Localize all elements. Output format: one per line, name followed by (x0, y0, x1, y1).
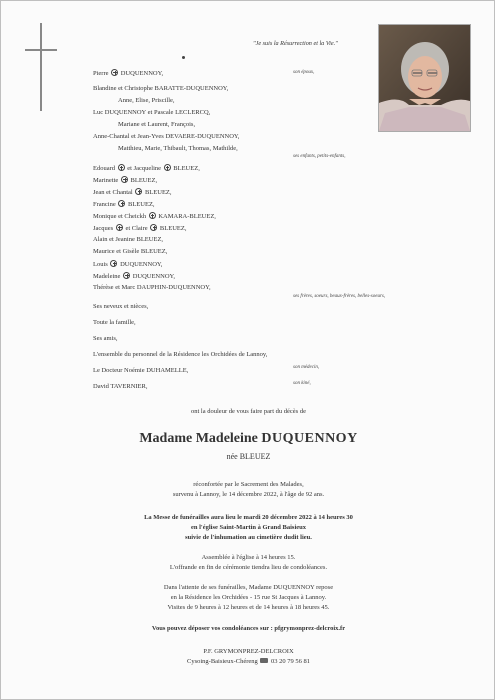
family-line (93, 85, 228, 92)
deceased-prefix: Madame Madeleine (139, 431, 262, 446)
circled-cross-icon (150, 224, 157, 231)
family-line (118, 121, 195, 128)
family-text: Marinette (93, 177, 120, 184)
family-text: Francine (93, 201, 118, 208)
family-line (93, 367, 188, 374)
family-line (93, 236, 163, 243)
family-line (93, 164, 200, 172)
family-line (118, 97, 175, 104)
circumstance-line: survenu à Lannoy, le 14 décembre 2022, à l'âge de 92 ans. (172, 491, 325, 498)
family-text: Pierre (93, 70, 111, 77)
family-text: L'ensemble du personnel de la Résidence les Orchidées de Lannoy, (93, 351, 268, 358)
circled-cross-icon (135, 188, 142, 195)
family-text: Jacques (93, 225, 115, 232)
family-line (93, 69, 163, 77)
gathering-line: L'offrande en fin de cérémonie tiendra lieu de condoléances. (169, 564, 328, 571)
family-line (93, 176, 157, 184)
condolences-text: Vous pouvez déposer vos condoléances sur : pfgrymonprez-delcroix.fr (151, 625, 346, 632)
family-text: Le Docteur Noémie DUHAMELLE, (93, 367, 189, 374)
cross-icon-bar (25, 49, 57, 51)
quote: "Je suis la Résurrection et la Vie." (253, 40, 338, 47)
circled-cross-icon (149, 212, 156, 219)
family-line (93, 319, 136, 326)
family-text: Matthieu, Marie, Thibault, Thomas, Mathilde, (118, 145, 238, 152)
circled-cross-icon (116, 224, 123, 231)
family-text: Toute la famille, (93, 319, 136, 326)
family-line (93, 284, 211, 291)
relation-physio: son kiné, (293, 381, 311, 386)
family-line (93, 260, 162, 268)
circumstance-line: réconfortée par le Sacrement des Malades, (193, 481, 304, 488)
family-text: BLEUEZ, (126, 201, 155, 208)
funeral-line: en l'église Saint-Martin à Grand Baisieux (190, 524, 307, 531)
family-text: Ses neveux et nièces, (93, 303, 149, 310)
maiden-name: née BLEUEZ (226, 452, 271, 461)
circled-cross-icon (118, 164, 125, 171)
circled-cross-icon (111, 69, 118, 76)
circled-cross-icon (118, 200, 125, 207)
rest-line: Visites de 9 heures à 12 heures et de 14 heures à 18 heures 45. (167, 604, 330, 611)
family-text: KAMARA-BLEUEZ, (156, 213, 216, 220)
family-text: BLEUEZ, (128, 177, 158, 184)
funeral-home-contact (1, 658, 495, 665)
family-line (93, 224, 186, 232)
rest-line: Dans l'attente de ses funérailles, Madame DUQUENNOY repose (163, 584, 334, 591)
relation-children: ses enfants, petits-enfants, (293, 154, 346, 159)
rest-line: en la Résidence les Orchidées - 15 rue St Jacques à Lannoy. (170, 594, 327, 601)
family-text: Thérèse et Marc DAUPHIN-DUQUENNOY, (93, 284, 211, 291)
family-text: David TAVERNIER, (93, 383, 148, 390)
family-line (118, 145, 238, 152)
family-text: Monique et Cheickh (93, 213, 148, 220)
deceased-name (1, 431, 495, 447)
gathering-line: Assemblée à l'église à 14 heures 15. (201, 554, 296, 561)
family-text: BLEUEZ, (158, 225, 187, 232)
family-line (93, 272, 175, 280)
family-line (93, 248, 167, 255)
ornament-dot (182, 56, 185, 59)
relation-siblings: ses frères, soeurs, beaux-frères, belles-soeurs, (293, 294, 386, 299)
announce-text: ont la douleur de vous faire part du décès de (191, 408, 306, 415)
portrait-photo (378, 24, 471, 132)
family-line (93, 303, 148, 310)
family-line (93, 188, 172, 196)
cross-icon (40, 23, 42, 111)
family-line (93, 212, 216, 220)
family-text: Mariane et Laurent, François, (118, 121, 196, 128)
relation-spouse: son époux, (293, 70, 315, 75)
family-text: Blandine et Christophe BARATTE-DUQUENNOY, (93, 85, 229, 92)
family-text: Luc DUQUENNOY et Pascale LECLERCQ, (93, 109, 211, 116)
family-line (93, 133, 239, 140)
relation-doctor: son médecin, (293, 365, 320, 370)
family-text: Jean et Chantal (93, 189, 135, 196)
family-line (93, 383, 148, 390)
family-text: Anne-Chantal et Jean-Yves DEVAERE-DUQUENNOY, (93, 133, 240, 140)
phone-icon (260, 658, 268, 663)
funeral-line: suivie de l'inhumation au cimetière dudit lieu. (185, 534, 312, 541)
family-text: et Claire (123, 225, 150, 232)
family-text: et Jacqueline (125, 165, 163, 172)
family-text: DUQUENNOY, (118, 261, 163, 268)
family-line (93, 335, 118, 342)
circled-cross-icon (110, 260, 117, 267)
family-text: DUQUENNOY, (119, 70, 164, 77)
funeral-home-name: P.F. GRYMONPREZ-DELCROIX (203, 648, 294, 655)
family-text: Alain et Jeanine BLEUEZ, (93, 236, 164, 243)
family-text: Anne, Elise, Priscille, (118, 97, 175, 104)
family-text: Ses amis, (93, 335, 118, 342)
family-line (93, 109, 210, 116)
family-text: DUQUENNOY, (131, 273, 175, 280)
family-text: BLEUEZ, (143, 189, 172, 196)
funeral-home-address: Cysoing-Baisieux-Chéreng (186, 658, 258, 665)
funeral-line: La Messe de funérailles aura lieu le mardi 20 décembre 2022 à 14 heures 30 (144, 514, 353, 521)
circled-cross-icon (123, 272, 130, 279)
family-line (93, 200, 155, 208)
family-line (93, 351, 267, 358)
family-text: Edouard (93, 165, 117, 172)
family-text: Madeleine (93, 273, 123, 280)
family-text: Maurice et Gisèle BLEUEZ, (93, 248, 168, 255)
family-text: Louis (93, 261, 110, 268)
circled-cross-icon (121, 176, 128, 183)
circled-cross-icon (164, 164, 171, 171)
deceased-surname: DUQUENNOY (261, 431, 358, 446)
family-text: BLEUEZ, (171, 165, 200, 172)
funeral-home-phone: 03 20 79 56 81 (271, 658, 311, 665)
